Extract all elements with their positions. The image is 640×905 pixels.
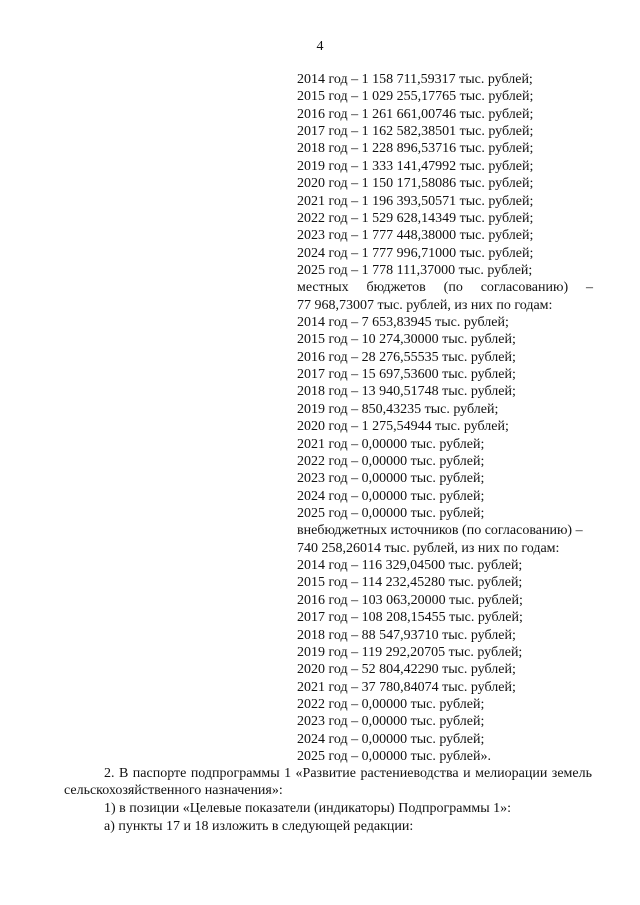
funding-line: 2022 год – 0,00000 тыс. рублей; [297, 453, 485, 469]
funding-line: 2024 год – 1 777 996,71000 тыс. рублей; [297, 245, 534, 261]
funding-line: 2018 год – 88 547,93710 тыс. рублей; [297, 627, 516, 643]
local-budgets-total: 77 968,73007 тыс. рублей, из них по годам: [297, 297, 553, 313]
funding-line: 2023 год – 0,00000 тыс. рублей; [297, 714, 485, 730]
funding-line: 2024 год – 0,00000 тыс. рублей; [297, 731, 485, 747]
funding-line: 2022 год – 0,00000 тыс. рублей; [297, 696, 485, 712]
funding-line: 2024 год – 0,00000 тыс. рублей; [297, 488, 485, 504]
funding-line: 2014 год – 1 158 711,59317 тыс. рублей; [297, 72, 533, 87]
funding-line: 2016 год – 1 261 661,00746 тыс. рублей; [297, 106, 534, 122]
funding-line: 2025 год – 0,00000 тыс. рублей; [297, 505, 485, 521]
funding-lines [297, 71, 593, 765]
funding-line: 2016 год – 103 063,20000 тыс. рублей; [297, 592, 523, 608]
funding-line: 2019 год – 1 333 141,47992 тыс. рублей; [297, 158, 534, 174]
funding-line: 2015 год – 1 029 255,17765 тыс. рублей; [297, 89, 534, 105]
funding-line: 2025 год – 1 778 111,37000 тыс. рублей; [297, 262, 533, 278]
paragraph-item-1: 1) в позиции «Целевые показатели (индикаторы) Подпрограммы 1»: [104, 801, 512, 816]
funding-line: 2016 год – 28 276,55535 тыс. рублей; [297, 349, 516, 365]
funding-line: 2014 год – 7 653,83945 тыс. рублей; [297, 315, 509, 331]
funding-line: 2015 год – 10 274,30000 тыс. рублей; [297, 332, 516, 348]
funding-line: 2019 год – 119 292,20705 тыс. рублей; [297, 644, 523, 660]
funding-line: 2022 год – 1 529 628,14349 тыс. рублей; [297, 210, 534, 226]
funding-line: 2023 год – 1 777 448,38000 тыс. рублей; [297, 228, 534, 244]
funding-line: 2020 год – 1 150 171,58086 тыс. рублей; [297, 176, 534, 192]
paragraph-2: 2. В паспорте подпрограммы 1 «Развитие растениеводства и мелиорации земель сельскохозяйственного назначения»: [64, 766, 592, 799]
local-budgets-heading: местных бюджетов (по согласованию) – [297, 280, 593, 296]
funding-line: 2021 год – 37 780,84074 тыс. рублей; [297, 679, 516, 695]
funding-line: 2017 год – 108 208,15455 тыс. рублей; [297, 610, 523, 626]
funding-line: 2020 год – 1 275,54944 тыс. рублей; [297, 419, 509, 435]
funding-line: 2021 год – 0,00000 тыс. рублей; [297, 436, 485, 452]
funding-line: 2018 год – 13 940,51748 тыс. рублей; [297, 384, 516, 400]
extrabudgetary-heading: внебюджетных источников (по согласованию) – [297, 523, 583, 539]
funding-line: 2017 год – 15 697,53600 тыс. рублей; [297, 367, 516, 383]
funding-line: 2025 год – 0,00000 тыс. рублей». [297, 749, 491, 765]
funding-line: 2018 год – 1 228 896,53716 тыс. рублей; [297, 141, 534, 157]
paragraph-item-a: а) пункты 17 и 18 изложить в следующей редакции: [104, 819, 414, 834]
funding-line: 2017 год – 1 162 582,38501 тыс. рублей; [297, 124, 534, 140]
funding-line: 2015 год – 114 232,45280 тыс. рублей; [297, 575, 523, 591]
funding-line: 2019 год – 850,43235 тыс. рублей; [297, 401, 499, 417]
funding-line: 2023 год – 0,00000 тыс. рублей; [297, 471, 485, 487]
funding-line: 2020 год – 52 804,42290 тыс. рублей; [297, 662, 516, 678]
funding-line: 2014 год – 116 329,04500 тыс. рублей; [297, 558, 523, 574]
page-number: 4 [316, 39, 324, 54]
extrabudgetary-total: 740 258,26014 тыс. рублей, из них по годам: [297, 540, 560, 556]
funding-line: 2021 год – 1 196 393,50571 тыс. рублей; [297, 193, 534, 209]
